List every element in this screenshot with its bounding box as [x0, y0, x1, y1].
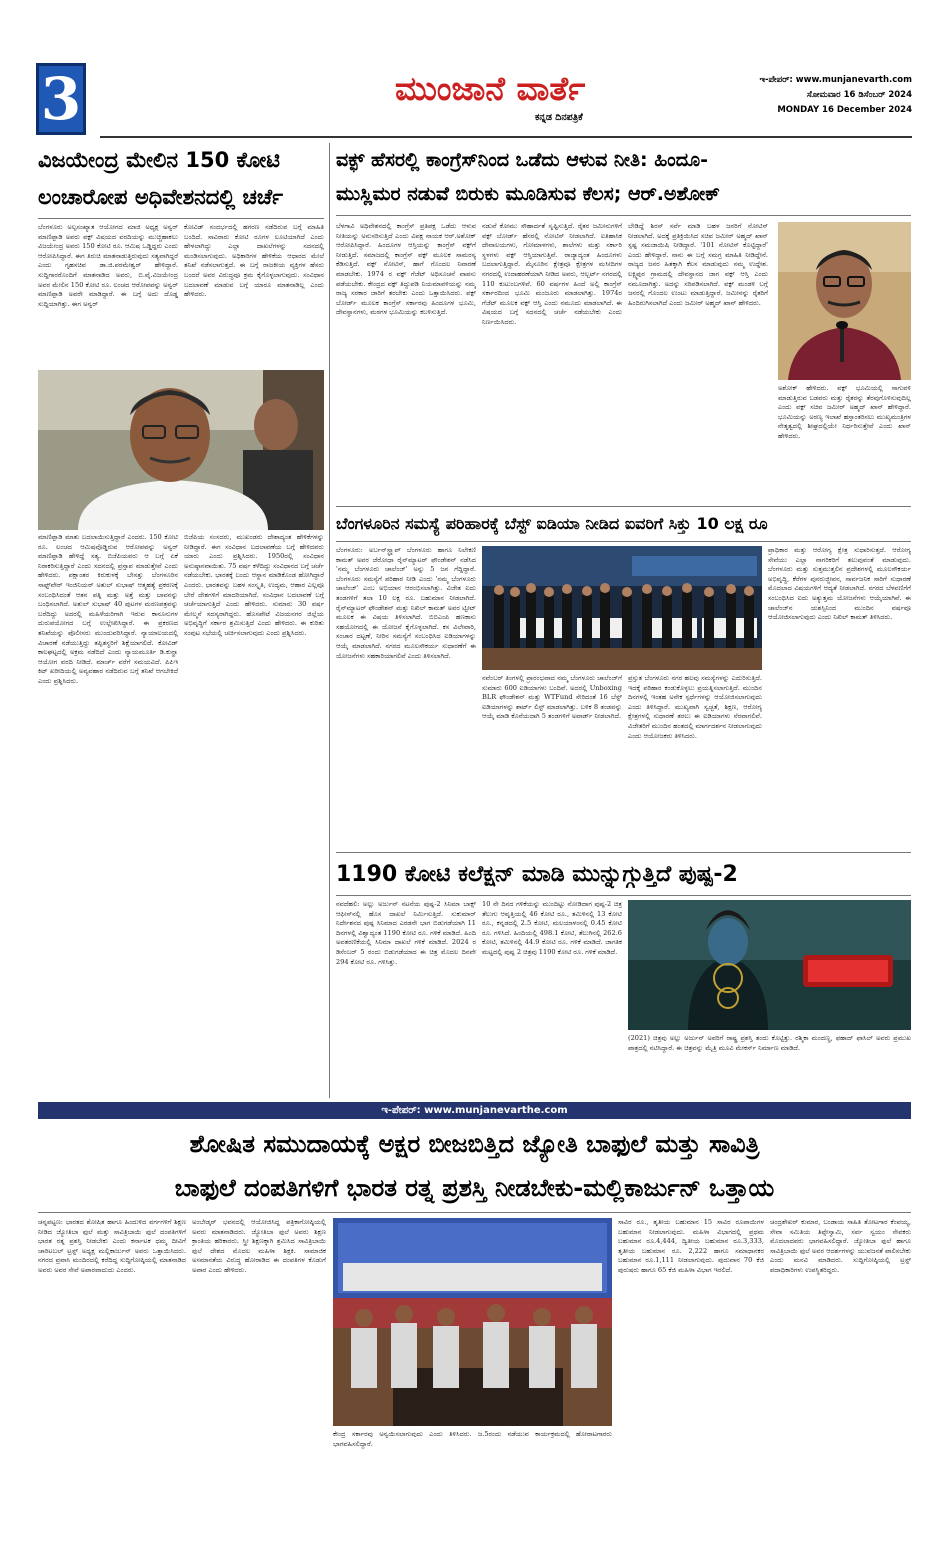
article-text: ಚಂದ್ರಶೇಖರ್ ಕುಮಾರ, ಬಂಡಾಯ ಸಾಹಿತಿ ತೋಟಗಾರ ಕೆಂಪಯ್ಯ, ಸೇವಾ ಸಮಿತಿಯ ತಿಪ್ಪೇಸ್ವಾಮಿ, ಸರ್ವ ಸ್ವಯಂ ಸೇವಕರು ಮೊದಲಾದವರು ಭಾಗವಹಿಸಲಿದ್ದಾರೆ. ಜ್ಯೋತಿಬಾ ಫುಲೆ ಹಾಗೂ ಸಾವಿತ್ರಿಬಾಯಿ ಫುಲೆ ಅವರ ಆದರ್ಶಗಳನ್ನು ಯುವಜನತೆ ಪಾಲಿಸಬೇಕು ಎಂದು ಮನವಿ ಮಾಡಿದರು. ಸುದ್ದಿಗೋಷ್ಠಿಯಲ್ಲಿ ಟ್ರಸ್ಟ್ ಪದಾಧಿಕಾರಿಗಳು ಉಪಸ್ಥಿತರಿದ್ದರು. — [770, 1218, 911, 1274]
date-english: MONDAY 16 December 2024 — [777, 105, 912, 115]
headline-bengaluru: ಬೆಂಗಳೂರಿನ ಸಮಸ್ಯೆ ಪರಿಹಾರಕ್ಕೆ ಬೆಸ್ಟ್ ಐಡಿಯಾ ನೀಡಿದ ಐವರಿಗೆ ಸಿಕ್ತು 10 ಲಕ್ಷ ರೂ — [336, 514, 768, 533]
article-text: ಅಂಬೇಡ್ಕರ್ ಭವನದಲ್ಲಿ ಆಯೋಜಿಸಿದ್ದ ಪತ್ರಿಕಾಗೋಷ್ಠಿಯಲ್ಲಿ ಅವರು ಮಾತನಾಡಿದರು. ಜ್ಯೋತಿಬಾ ಫುಲೆ ಅವರು ಶಿಕ್ಷಣ ಕ್ರಾಂತಿಯ ಹರಿಕಾರರು. ಸ್ತ್ರೀ ಶಿಕ್ಷಣಕ್ಕಾಗಿ ಶ್ರಮಿಸಿದ ಸಾವಿತ್ರಿಬಾಯಿ ಫುಲೆ ದೇಶದ ಮೊದಲ ಮಹಿಳಾ ಶಿಕ್ಷಕಿ. ಸಾಮಾಜಿಕ ಅಸಮಾನತೆಯ ವಿರುದ್ಧ ಹೋರಾಡಿದ ಈ ದಂಪತಿಗಳ ಕೊಡುಗೆ ಅಪಾರ ಎಂದು ಹೇಳಿದರು. — [192, 1218, 326, 1274]
page-number: 3 — [40, 65, 82, 133]
ashok-photo — [778, 222, 911, 380]
divider — [336, 215, 911, 216]
article-text: ಬೇಡಿದ್ದೆ ಶಿರಸ್ ಸರ್ವೆ ಮಾಡಿ ಬಹಳ ಜನರಿಗೆ ನೋಟಿಸ್ ನೀಡಲಾಗಿದೆ. ಅದಕ್ಕೆ ಪ್ರತಿಕ್ರಿಯಿಸಿದ ಸಚಿವ ಜಮೀರ್ ಅಹ್ಮದ್ ಖಾನ್ ಸ್ಪಷ್ಟ ಸಮಜಾಯಿಷಿ ನೀಡಿದ್ದಾರೆ. '101 ನೋಟಿಸ್ ಕೊಟ್ಟಿದ್ದಾರೆ' ಎಂದು ಹೇಳಿದ್ದಾರೆ. ನಾನು ಈ ಬಗ್ಗೆ ಸಮಗ್ರ ಮಾಹಿತಿ ನೀಡಿದ್ದೇನೆ. ರಾಜ್ಯದ ಜನರ ಹಿತಕ್ಕಾಗಿ ಕೆಲಸ ಮಾಡುವುದು ನಮ್ಮ ಉದ್ದೇಶ. ಲಕ್ಷ್ಮಿಪುರ ಗ್ರಾಮದಲ್ಲಿ ದೇವಸ್ಥಾನದ ಜಾಗ ವಕ್ಫ್ ಆಸ್ತಿ ಎಂದು ನಮೂದಾಗಿತ್ತು. ಅದನ್ನು ಸರಿಪಡಿಸಲಾಗಿದೆ. ವಕ್ಫ್ ಮಂಡಳಿ ಬಗ್ಗೆ ಜನರಲ್ಲಿ ಗೊಂದಲ ಉಂಟು ಮಾಡುತ್ತಿದ್ದಾರೆ. ಜಮೀನನ್ನು ರೈತರಿಗೆ ಹಿಂದಿರುಗಿಸಲಾಗಿದೆ ಎಂದು ಜಮೀರ್ ಅಹ್ಮದ್ ಖಾನ್ ಹೇಳಿದರು. — [628, 222, 768, 307]
headline-waqf-line2: ಮುಸ್ಲಿಮರ ನಡುವೆ ಬಿರುಕು ಮೂಡಿಸುವ ಕೆಲಸ; ಆರ್.ಅಶೋಕ್ — [336, 183, 720, 205]
article-text: ಪ್ರಸ್ತುತ ಬೆಂಗಳೂರು ನಗರ ಹಲವು ಸಮಸ್ಯೆಗಳನ್ನು ಎದುರಿಸುತ್ತಿದೆ. ಇದಕ್ಕೆ ಪರಿಹಾರ ಕಂಡುಕೊಳ್ಳಲು ಪ್ರಯತ್ನಿಸಲಾಗುತ್ತಿದೆ. ಮುಂದಿನ ದಿನಗಳಲ್ಲಿ ಇಂತಹ ಅನೇಕ ಸ್ಪರ್ಧೆಗಳನ್ನು ಆಯೋಜಿಸಲಾಗುವುದು ಎಂದು ತಿಳಿಸಿದ್ದಾರೆ. ಮುಖ್ಯವಾಗಿ ಸ್ವಚ್ಛತೆ, ಶಿಕ್ಷಣ, ಆರೋಗ್ಯ ಕ್ಷೇತ್ರಗಳಲ್ಲಿ ಸುಧಾರಣೆ ತರಲು ಈ ಐಡಿಯಾಗಳು ನೆರವಾಗಲಿವೆ. ವಿಜೇತರಿಗೆ ಮುಂದಿನ ಹಂತದಲ್ಲಿ ಮಾರ್ಗದರ್ಶನ ನೀಡಲಾಗುವುದು ಎಂದು ಆಯೋಜಕರು ತಿಳಿಸಿದರು. — [628, 674, 762, 740]
divider — [336, 852, 911, 853]
pushpa-caption: (2021) ಚಿತ್ರವು ಅಲ್ಲು ಅರ್ಜುನ್ ಅವರಿಗೆ ರಾಷ್ಟ್ರ ಪ್ರಶಸ್ತಿ ತಂದು ಕೊಟ್ಟಿತ್ತು. ರಶ್ಮಿಕಾ ಮಂದಣ್ಣ, ಫಹಾದ್ ಫಾಸಿಲ್ ಅವರು ಪ್ರಮುಖ ಪಾತ್ರದಲ್ಲಿ ನಟಿಸಿದ್ದಾರೆ. ಈ ಚಿತ್ರವನ್ನು ಮೈತ್ರಿ ಮೂವಿ ಮೇಕರ್ಸ್ ನಿರ್ಮಾಣ ಮಾಡಿದೆ. — [628, 1034, 911, 1052]
article-text: ಬೆಂಗಳೂರು ಅಲ್ಪಸಂಖ್ಯಾತ ಆಯೋಗದ ಮಾಜಿ ಅಧ್ಯಕ್ಷ ಅನ್ವರ್ ಮಾಣಿಪ್ಪಾಡಿ ಅವರು ವಕ್ಫ್ ವಿಷಯದ ವರದಿಯನ್ನು ಮುಚ್ಚಿಹಾಕಲು ವಿಜಯೇಂದ್ರ ಅವರು 150 ಕೋಟಿ ರೂ. ಆಮಿಷ ಒಡ್ಡಿದ್ದರು ಎಂದು ಆರೋಪಿಸಿದ್ದಾರೆ. ಈಗ ತಿರುಚಿ ಮಾತನಾಡುತ್ತಿರುವುದು ಸತ್ಯವಾಗಿದ್ದರೆ ಎಂದು ಗೃಹಸಚಿವ ಡಾ.ಜಿ.ಪರಮೇಶ್ವರ್ ಹೇಳಿದ್ದಾರೆ. ಸುದ್ದಿಗಾರರೊಂದಿಗೆ ಮಾತನಾಡಿದ ಅವರು, ಬಿ.ವೈ.ವಿಜಯೇಂದ್ರ ಅವರ ಮೇಲಿನ 150 ಕೋಟಿ ರೂ. ಲಂಚದ ಆರೋಪವನ್ನು ಅನ್ವರ್ ಮಾಣಿಪ್ಪಾಡಿ ಅವರೇ ಮಾಡಿದ್ದಾರೆ. ಈ ಬಗ್ಗೆ ಅದು ದೊಡ್ಡ ಸುದ್ದಿಯಾಗಿತ್ತು. ಈಗ ಅನ್ವರ್ — [38, 223, 178, 308]
date-kannada: ಸೋಮವಾರ 16 ಡಿಸೆಂಬರ್ 2024 — [806, 90, 912, 100]
article-text: 10 ನೇ ದಿನದ ಗಳಿಕೆಯನ್ನು ಮುಂದಿಟ್ಟು ನೋಡಿದಾಗ ಪುಷ್ಪ-2 ಚಿತ್ರ ತೆಲುಗು ಆವೃತ್ತಿಯಲ್ಲಿ 46 ಕೋಟಿ ರೂ., ತಮಿಳಿನಲ್ಲಿ 13 ಕೋಟಿ ರೂ., ಕನ್ನಡದಲ್ಲಿ 2.5 ಕೋಟಿ, ಮಲಯಾಳಂನಲ್ಲಿ 0.45 ಕೋಟಿ ರೂ. ಗಳಿಸಿದೆ. ಹಿಂದಿಯಲ್ಲಿ 498.1 ಕೋಟಿ, ತೆಲುಗಿನಲ್ಲಿ 262.6 ಕೋಟಿ, ತಮಿಳಿನಲ್ಲಿ 44.9 ಕೋಟಿ ರೂ. ಗಳಿಕೆ ಮಾಡಿದೆ. ಜಾಗತಿಕ ಮಟ್ಟದಲ್ಲಿ ಪುಷ್ಪ 2 ಚಿತ್ರವು 1190 ಕೋಟಿ ರೂ. ಗಳಿಕೆ ಮಾಡಿದೆ. — [482, 900, 622, 956]
header-divider — [100, 136, 912, 138]
page-number-box — [36, 63, 86, 135]
divider — [336, 506, 911, 507]
headline-pushpa: 1190 ಕೋಟಿ ಕಲೆಕ್ಷನ್ ಮಾಡಿ ಮುನ್ನುಗ್ಗುತ್ತಿದೆ ಪುಷ್ಪ-2 — [336, 862, 738, 887]
headline-left-line1: ವಿಜಯೇಂದ್ರ ಮೇಲಿನ 150 ಕೋಟಿ — [38, 148, 280, 172]
divider — [38, 1212, 911, 1213]
article-text: ನವದೆಹಲಿ: ಅಲ್ಲು ಅರ್ಜುನ್ ನಟನೆಯ ಪುಷ್ಪ-2 ಸಿನಿಮಾ ಬಾಕ್ಸ್ ಆಫೀಸ್‌ನಲ್ಲಿ ಹೊಸ ದಾಖಲೆ ನಿರ್ಮಿಸುತ್ತಿದೆ. ಸುಕುಮಾರ್ ನಿರ್ದೇಶನದ ಪುಷ್ಪ ಸಿನಿಮಾದ ಎರಡನೇ ಭಾಗ ಬಿಡುಗಡೆಯಾಗಿ 11 ದಿನಗಳಲ್ಲಿ ವಿಶ್ವಾದ್ಯಂತ 1190 ಕೋಟಿ ರೂ. ಗಳಿಕೆ ಮಾಡಿದೆ. ಹಿಂದಿ ಅವತರಣಿಕೆಯಲ್ಲಿ ಸಿನಿಮಾ ದಾಖಲೆ ಗಳಿಕೆ ಮಾಡಿದೆ. 2024 ರ ಡಿಸೆಂಬರ್ 5 ರಂದು ಬಿಡುಗಡೆಯಾದ ಈ ಚಿತ್ರ ಮೊದಲ ದಿನವೇ 294 ಕೋಟಿ ರೂ. ಗಳಿಸಿತ್ತು. — [336, 900, 476, 966]
headline-bottom-line1: ಶೋಷಿತ ಸಮುದಾಯಕ್ಕೆ ಅಕ್ಷರ ಬೀಜಬಿತ್ತಿದ ಜ್ಯೋತಿ ಬಾಫುಲೆ ಮತ್ತು ಸಾವಿತ್ರಿ — [189, 1130, 760, 1158]
column-divider — [329, 143, 330, 1098]
headline-waqf-line1: ವಕ್ಫ್ ಹೆಸರಲ್ಲಿ ಕಾಂಗ್ರೆಸ್‌ನಿಂದ ಒಡೆದು ಆಳುವ ನೀತಿ: ಹಿಂದೂ- — [336, 149, 708, 171]
divider — [336, 895, 911, 896]
pushpa-poster — [628, 900, 911, 1030]
article-text: ಅಶೋಕ್ ಹೇಳಿದರು. ವಕ್ಫ್ ಭೂಮಿಯಲ್ಲಿ ಸಾಗುವಳಿ ಮಾಡುತ್ತಿರುವ ಬಡವರು ಮತ್ತು ರೈತರನ್ನು ತೆರವುಗೊಳಿಸುವುದಿಲ್ಲ ಎಂದು ವಕ್ಫ್ ಸಚಿವ ಜಮೀರ್ ಅಹ್ಮದ್ ಖಾನ್ ಹೇಳಿದ್ದಾರೆ. ಭೂಮಿಯನ್ನು ಅರಣ್ಯ ಇಲಾಖೆ ಹಸ್ತಾಂತರಿಸಲು ಮುಖ್ಯಮಂತ್ರಿಗಳ ನೇತೃತ್ವದಲ್ಲಿ ಶೀಘ್ರದಲ್ಲಿಯೇ ನಿರ್ಧರಿಸುತ್ತೇವೆ ಎಂದು ಖಾನ್ ಹೇಳಿದರು. — [778, 384, 911, 440]
article-text: ಬೆಂಗಳೂರು: ಅರ್ಬನ್‌ಸ್ಟ್ರ್ಯಾಪ್ ಬೆಂಗಳೂರು ಹಾಗೂ ನಿಲೇಕಣಿ ಕಾಮತ್ ಅವರ ಜೆರೋಧಾ ರೈನ್‌ಮ್ಯಾಟರ್ ಫೌಂಡೇಶನ್ ನಡೆಸಿದ 'ನಮ್ಮ ಬೆಂಗಳೂರು ಚಾಲೆಂಜ್' ಅನ್ನು 5 ಜನ ಗೆದ್ದಿದ್ದಾರೆ. ಬೆಂಗಳೂರು ಸಮಸ್ಯೆಗೆ ಪರಿಹಾರ ನೀಡಿ ಎಂದು 'ನಮ್ಮ ಬೆಂಗಳೂರು ಚಾಲೆಂಜ್' ಎಂಬ ಅಭಿಯಾನ ಆರಂಭಿಸಲಾಗಿತ್ತು. ವಿಜೇತ ಐದು ತಂಡಗಳಿಗೆ ತಲಾ 10 ಲಕ್ಷ ರೂ. ಬಹುಮಾನ ನೀಡಲಾಗಿದೆ. ರೈನ್‌ಮ್ಯಾಟರ್ ಫೌಂಡೇಶನ್ ಮತ್ತು ನಿಖಿಲ್ ಕಾಮತ್ ಅವರ ಟ್ವೀಟ್ ಮೂಲಕ ಈ ವಿಷಯ ತಿಳಿಸಲಾಗಿದೆ. ಬಿಬಿಎಂಪಿ ಹಣಕಾಸು ಸಹಯೋಗದಲ್ಲಿ ಈ ಯೋಜನೆ ಕೈಗೊಳ್ಳಲಾಗಿದೆ. ಕಸ ವಿಲೇವಾರಿ, ಸಂಚಾರ ದಟ್ಟಣೆ, ನೀರಿನ ಸಮಸ್ಯೆಗೆ ಸಂಬಂಧಿಸಿದ ಐಡಿಯಾಗಳನ್ನು ಆಯ್ಕೆ ಮಾಡಲಾಗಿದೆ. ನಗರದ ಮೂಲಸೌಕರ್ಯ ಸುಧಾರಣೆಗೆ ಈ ಯೋಜನೆಗಳು ಸಹಕಾರಿಯಾಗಲಿವೆ ಎಂದು ತಿಳಿಸಲಾಗಿದೆ. — [336, 546, 476, 660]
article-text: ಸಾವಿರ ರೂ., ತೃತೀಯ ಬಹುಮಾನ 15 ಸಾವಿರ ರೂಪಾಯಿಗಳ ಬಹುಮಾನ ನೀಡಲಾಗುವುದು. ಮಹಿಳಾ ವಿಭಾಗದಲ್ಲಿ ಪ್ರಥಮ ಬಹುಮಾನ ರೂ.4,444, ದ್ವಿತೀಯ ಬಹುಮಾನ ರೂ.3,333, ತೃತೀಯ ಬಹುಮಾನ ರೂ. 2,222 ಹಾಗೂ ಸಮಾಧಾನಕರ ಬಹುಮಾನ ರೂ.1,111 ನೀಡಲಾಗುವುದು. ಪುದುವಾನ 70 ಕೆಜಿ ಪುರುಷರು ಹಾಗೂ 65 ಕೆಜಿ ಮಹಿಳಾ ವಿಭಾಗ ಇರಲಿದೆ. — [618, 1218, 764, 1274]
article-text: ಕೇಂದ್ರ ಸರ್ಕಾರವು ಅನ್ವಯಿಸಲಾಗುವುದು ಎಂದು ತಿಳಿಸಿದರು. ಜ.5ರಂದು ನಡೆಯುವ ಕಾರ್ಯಕ್ರಮದಲ್ಲಿ ಹೋರಾಟಗಾರರು ಭಾಗವಹಿಸಲಿದ್ದಾರೆ. — [333, 1430, 612, 1448]
article-text: ಬೆಳಗಾವಿ ಅಧಿವೇಶನದಲ್ಲಿ ಕಾಂಗ್ರೆಸ್ ಪ್ರತಿಪಕ್ಷ ಒಡೆದು ಆಳುವ ನೀತಿಯನ್ನು ಅನುಸರಿಸುತ್ತಿದೆ ಎಂದು ವಿಪಕ್ಷ ನಾಯಕ ಆರ್.ಅಶೋಕ್ ಆರೋಪಿಸಿದ್ದಾರೆ. ಹಿಂದೂಗಳ ಆಸ್ತಿಯನ್ನು ಕಾಂಗ್ರೆಸ್ ವಕ್ಫ್‌ಗೆ ನೀಡುತ್ತಿದೆ. ಸಮಾಜದಲ್ಲಿ ಕಾಂಗ್ರೆಸ್ ವಕ್ಫ್ ಮೂಲಕ ಸಾಮರಸ್ಯ ಕೆಡಿಸುತ್ತಿದೆ. ವಕ್ಫ್ ನೋಟಿಸ್, ಹಾಗೆ ಗೊಂದಲ ನಿವಾರಣೆ ಮಾಡಬೇಕು. 1974 ರ ವಕ್ಫ್ ಗೆಜೆಟ್ ಅಧಿಸೂಚನೆ ವಾಪಸು ಪಡೆಯಬೇಕು. ಕೇಂದ್ರದ ವಕ್ಫ್ ತಿದ್ದುಪಡಿ ನಿಯಮಾವಳಿಯನ್ನು ನಮ್ಮ ರಾಜ್ಯ ಸರಕಾರ ಜಾರಿಗೆ ತರಬೇಕು ಎಂದು ಒತ್ತಾಯಿಸಿದರು. ವಕ್ಫ್ ಬೋರ್ಡ್ ಮೂಲಕ ಕಾಂಗ್ರೆಸ್ ಸರ್ಕಾರವು ಹಿಂದೂಗಳ ಭೂಮಿ, ದೇವಸ್ಥಾನಗಳು, ಮಠಗಳ ಭೂಮಿಯನ್ನು ಕಬಳಿಸುತ್ತಿದೆ. — [336, 222, 476, 317]
press-meet-photo — [333, 1218, 612, 1426]
article-text: ನವೆಂಬರ್ ತಿಂಗಳಲ್ಲಿ ಪ್ರಾರಂಭವಾದ ನಮ್ಮ ಬೆಂಗಳೂರು ಚಾಲೆಂಜ್‌ಗೆ ಸುಮಾರು 600 ಐಡಿಯಾಗಳು ಬಂದಿವೆ. ಅದರಲ್ಲಿ Unboxing BLR ಫೌಂಡೇಶನ್ ಮತ್ತು WTFund ಸೇರಿದಂತೆ 16 ಬೆಸ್ಟ್ ಐಡಿಯಾಗಳನ್ನು ಶಾರ್ಟ್ ಲಿಸ್ಟ್ ಮಾಡಲಾಗಿತ್ತು. ಬಳಿಕ 8 ತಂಡವನ್ನು ಆಯ್ಕೆ ಮಾಡಿ ಕೊನೆಯದಾಗಿ 5 ತಂಡಗಳಿಗೆ ಅವಾರ್ಡ್ ನೀಡಲಾಗಿದೆ. — [482, 674, 622, 721]
article-text: ಪ್ರಾಧಿಕಾರ ಮತ್ತು ಆರೋಗ್ಯ ಕ್ಷೇತ್ರ ಸುಧಾರಿಸುತ್ತದೆ. ಆರೋಗ್ಯ ಸೇವೆಯು ಎಲ್ಲಾ ನಾಗರಿಕರಿಗೆ ತಲುಪುವಂತೆ ಮಾಡುವುದು. ಬೆಂಗಳೂರು ಮತ್ತು ಸುತ್ತಮುತ್ತಲಿನ ಪ್ರದೇಶಗಳಲ್ಲಿ ಮೂಲಸೌಕರ್ಯ ಅಭಿವೃದ್ಧಿ, ಕೆರೆಗಳ ಪುನರುಜ್ಜೀವನ, ಸಾರ್ವಜನಿಕ ಸಾರಿಗೆ ಸುಧಾರಣೆ ಮೊದಲಾದ ವಿಷಯಗಳಿಗೆ ಆದ್ಯತೆ ನೀಡಲಾಗಿದೆ. ನಗರದ ಬೆಳವಣಿಗೆಗೆ ಸಂಬಂಧಿಸಿದ ಐದು ಅತ್ಯುತ್ತಮ ಯೋಜನೆಗಳು ಆಯ್ಕೆಯಾಗಿವೆ. ಈ ಚಾಲೆಂಜ್‌ನ ಯಶಸ್ಸಿನಿಂದ ಮುಂದಿನ ವರ್ಷವೂ ಆಯೋಜಿಸಲಾಗುವುದು ಎಂದು ನಿಖಿಲ್ ಕಾಮತ್ ತಿಳಿಸಿದರು. — [768, 546, 911, 622]
article-text: ನಡುವೆ ಕೋಮು ಸೌಹಾರ್ದತೆ ಸೃಷ್ಟಿಸುತ್ತಿದೆ. ರೈತರ ಜಮೀನುಗಳಿಗೆ ವಕ್ಫ್ ಬೋರ್ಡ್ ಹೆಸರಲ್ಲಿ ನೋಟಿಸ್ ನೀಡಲಾಗಿದೆ. ಐತಿಹಾಸಿಕ ದೇವಾಲಯಗಳು, ಗೋಮಾಳಗಳು, ಶಾಲೆಗಳು ಮತ್ತು ಸರ್ಕಾರಿ ಸ್ಥಳಗಳು ವಕ್ಫ್ ಆಸ್ತಿಯಾಗುತ್ತಿವೆ. ರಾಜ್ಯಾದ್ಯಂತ ಹಿಂದೂಗಳು ಬದಲಾಗುತ್ತಿದ್ದಾರೆ. ಮೈಸೂರಿನ ಕ್ಷೇತ್ರವೂ ಕ್ಷೇತ್ರಗಳ ಮಸೀದಿಗಳ ನಗರದಲ್ಲಿ ಉದಾಹರಣೆಯಾಗಿ ನೀಡಿದ ಅವರು, ಆಲ್ಬರ್ಟ್ ನಗರದಲ್ಲಿ 110 ಕುಟುಂಬಗಳಿವೆ. 60 ವರ್ಷಗಳ ಹಿಂದೆ ಅಲ್ಲಿ ಕಾಂಗ್ರೆಸ್ ಸರ್ಕಾರದಿಂದ ಭೂಮಿ ಮಂಜೂರು ಮಾಡಲಾಗಿತ್ತು. 1974ರ ಗೆಜೆಟ್ ಮೂಲಕ ವಕ್ಫ್ ಆಸ್ತಿ ಎಂದು ನಮೂದು ಮಾಡಲಾಗಿದೆ. ಈ ವಿಷಯದ ಬಗ್ಗೆ ಸದನದಲ್ಲಿ ಚರ್ಚೆ ನಡೆಯಬೇಕು ಎಂದು ನಿರ್ಣಯಿಸಿದರು. — [482, 222, 622, 326]
divider — [336, 541, 911, 542]
headline-bottom-line2: ಬಾಫುಲೆ ದಂಪತಿಗಳಿಗೆ ಭಾರತ ರತ್ನ ಪ್ರಶಸ್ತಿ ನೀಡಬೇಕು-ಮಲ್ಲಿಕಾರ್ಜುನ್ ಒತ್ತಾಯ — [174, 1174, 775, 1202]
article-text: ಬಿಜೆಪಿಯ ಸಂಸದರು, ಮುಖಂಡರು ದೇಶಾದ್ಯಂತ ಹೇಳಿಕೆಗಳನ್ನು ನೀಡಿದ್ದಾರೆ. ಈಗ ಸಂವಿಧಾನ ಬದಲಾವಣೆಯ ಬಗ್ಗೆ ಹೇಳಿದವರು ಯಾರು ಎಂದು ಪ್ರಶ್ನಿಸಿದರು. 1950ರಲ್ಲಿ ಸಂವಿಧಾನ ಅನುಷ್ಠಾನವಾಯಿತು. 75 ವರ್ಷ ಕಳೆದಿದ್ದು ಸಂವಿಧಾನದ ಬಗ್ಗೆ ಚರ್ಚೆ ನಡೆಯಬೇಕು. ಭಾರತಕ್ಕೆ ಬಂದು ಆಸ್ಥಾನ ಮಾಡಿಕೊಂಡ ಹೋಗಿದ್ದಾರೆ ಎಂದರು. ಭಾರತವನ್ನು ಬಹಳ ಸಂಸ್ಕೃತಿ, ಉದ್ಯಮ, ಆಹಾರ ಎಲ್ಲವೂ ಬೇರೆ ದೇಶಗಳಿಗೆ ಮಾದರಿಯಾಗಿದೆ. ಸಂವಿಧಾನ ಬದಲಾವಣೆ ಬಗ್ಗೆ ಚರ್ಚೆಯಾಗುತ್ತಿದೆ ಎಂದು ಹೇಳಿದರು. ಸುಮಾರು 30 ವರ್ಷ ಮೇಲ್ಮನೆ ಸದಸ್ಯರಾಗಿದ್ದರು. ಹೊಸಪೇಟೆ ವಿಜಯನಗರ ಜಿಲ್ಲೆಯ ಅಭಿವೃದ್ಧಿಗೆ ಸರ್ಕಾರ ಶ್ರಮಿಸುತ್ತಿದೆ ಎಂದು ಹೇಳಿದರು. ಈ ಕುರಿತು ಸಂಪುಟ ಸಭೆಯಲ್ಲಿ ಚರ್ಚಿಸಲಾಗುವುದು ಎಂದು ಪ್ರಶ್ನಿಸಿದರು. — [184, 533, 324, 637]
award-ceremony-photo — [482, 546, 762, 670]
epaper-url: ಇ-ಪೇಪರ್: www.munjanevarth.com — [759, 75, 912, 85]
masthead-title: ಮುಂಜಾನೆ ವಾರ್ತೆ — [395, 69, 586, 108]
politician-photo — [38, 370, 324, 530]
divider — [38, 218, 324, 219]
epaper-banner — [38, 1102, 911, 1119]
article-text: ಮಾಣಿಪ್ಪಾಡಿ ಮಾತು ಬದಲಾಯಿಸುತ್ತಿದ್ದಾರೆ ಎಂದರು. 150 ಕೋಟಿ ರೂ. ಲಂಚದ ಆಮಿಷವೊಡ್ಡಿರುವ ಆರೋಪವನ್ನು ಅನ್ವರ್ ಮಾಣಿಪ್ಪಾಡಿ ಹೇಳಿದ್ದೆ ಸತ್ಯ. ಬಿಜೆಪಿಯವರು ಆ ಬಗ್ಗೆ ಏಕೆ ನಿರಾಕರಿಸುತ್ತಿದ್ದಾರೆ ಎಂದು ಸದನದಲ್ಲಿ ಪ್ರಸ್ತಾಪ ಮಾಡುತ್ತೇವೆ ಎಂದು ಹೇಳಿದರು. ಪಕ್ಷಾಂತರ ಕಿರುಕುಳಕ್ಕೆ ಬೇಸತ್ತು ಬೆಂಗಳೂರಿನ ಸಾಫ್ಟ್‌ವೇರ್ ಇಂಜಿನಿಯರ್ ಅತುಲ್ ಸುಭಾಷ್ ಆತ್ಮಹತ್ಯೆ ಪ್ರಕರಣಕ್ಕೆ ಸಂಬಂಧಿಸಿದಂತೆ ಆತನ ಪತ್ನಿ ಮತ್ತು ಅತ್ತೆ ಮತ್ತು ಬಾವನನ್ನು ಬಂಧಿಸಲಾಗಿದೆ. ಅತುಲ್ ಸುಭಾಷ್ 40 ಪುಟಗಳ ಮರಣಪತ್ರವನ್ನು ಬರೆದಿದ್ದು ಅದರಲ್ಲಿ ಮಹಿಳೆಯರಿಗಾಗಿ ಇರುವ ಕಾನೂನುಗಳ ದುರುಪಯೋಗದ ಬಗ್ಗೆ ಉಲ್ಲೇಖಿಸಿದ್ದಾರೆ. ಈ ಪ್ರಕರಣದ ತನಿಖೆಯನ್ನು ಪೊಲೀಸರು ಮುಂದುವರಿಸಿದ್ದಾರೆ. ನ್ಯಾಯಾಲಯದಲ್ಲಿ ವಿಚಾರಣೆ ನಡೆಯುತ್ತಿದ್ದು ತಪ್ಪಿತಸ್ಥರಿಗೆ ಶಿಕ್ಷೆಯಾಗಲಿದೆ. ಕೋವಿಡ್ ಕಾಲಘಟ್ಟದಲ್ಲಿ ಅಕ್ರಮ ನಡೆದಿದೆ ಎಂದು ನ್ಯಾಯಮೂರ್ತಿ ಡಿ.ಕುನ್ಹಾ ಆಯೋಗ ವರದಿ ನೀಡಿದೆ. ಮಾರ್ಚ್ ವರೆಗೆ ಸಮಯವಿದೆ. ಪಿಪಿಇ ಕಿಟ್ ಖರೀದಿಯಲ್ಲಿ ಅವ್ಯವಹಾರ ನಡೆದಿರುವ ಬಗ್ಗೆ ತನಿಖೆ ಆಗಬೇಕಿದೆ ಎಂದು ಪ್ರಶ್ನಿಸಿದರು. — [38, 533, 178, 685]
epaper-banner-text: ಇ-ಪೇಪರ್: www.munjanevarthe.com — [381, 1105, 568, 1116]
masthead-subtitle: ಕನ್ನಡ ದಿನಪತ್ರಿಕೆ — [535, 112, 583, 123]
article-text: ಕೋವಿಡ್ ಸಂದರ್ಭದಲ್ಲಿ ಹಗರಣ ನಡೆದಿರುವ ಬಗ್ಗೆ ಮಾಹಿತಿ ಬಂದಿದೆ. ಸಾವಿರಾರು ಕೋಟಿ ರೂಗಳ ಲೂಟಿಯಾಗಿದೆ ಎಂದು ಹೇಳಲಾಗಿದ್ದು ಎಲ್ಲಾ ದಾಖಲೆಗಳನ್ನು ಸದನದಲ್ಲಿ ಮಂಡಿಸಲಾಗುವುದು. ಅಧಿಕಾರಿಗಳ ಹೇಳಿಕೆಯ ಆಧಾರದ ಮೇಲೆ ತನಿಖೆ ನಡೆಸಲಾಗುತ್ತದೆ. ಈ ಬಗ್ಗೆ ರಾಜಕೀಯ ವ್ಯಕ್ತಿಗಳ ಹೆಸರು ಬಂದರೆ ಅವರ ವಿರುದ್ಧವೂ ಕ್ರಮ ಕೈಗೊಳ್ಳಲಾಗುವುದು. ಸಂವಿಧಾನ ಬದಲಾವಣೆ ಮಾಡುವ ಬಗ್ಗೆ ಯಾರೂ ಮಾತನಾಡಿಲ್ಲ ಎಂದು ಹೇಳಿದರು. — [184, 223, 324, 299]
headline-left-line2: ಲಂಚಾರೋಪ ಅಧಿವೇಶನದಲ್ಲಿ ಚರ್ಚೆ — [38, 185, 283, 209]
article-text: ಚನ್ನಪಟ್ಟಣ: ಭಾರತದ ಶೋಷಿತ ಹಾಗೂ ಹಿಂದುಳಿದ ವರ್ಗಗಳಿಗೆ ಶಿಕ್ಷಣ ನೀಡಿದ ಜ್ಯೋತಿಬಾ ಫುಲೆ ಮತ್ತು ಸಾವಿತ್ರಿಬಾಯಿ ಫುಲೆ ದಂಪತಿಗಳಿಗೆ ಭಾರತ ರತ್ನ ಪ್ರಶಸ್ತಿ ನೀಡಬೇಕು ಎಂದು ಕರ್ನಾಟಕ ಧಮ್ಮ ದೀವಿಗೆ ಚಾರಿಟಬಲ್ ಟ್ರಸ್ಟ್ ಅಧ್ಯಕ್ಷ ಮಲ್ಲಿಕಾರ್ಜುನ್ ಅವರು ಒತ್ತಾಯಿಸಿದರು. ನಗರದ ಪ್ರವಾಸಿ ಮಂದಿರದಲ್ಲಿ ಕರೆದಿದ್ದ ಸುದ್ದಿಗೋಷ್ಠಿಯಲ್ಲಿ ಮಾತನಾಡಿದ ಅವರು ಅವರ ಸೇವೆ ಅಪಾರವಾದುದು ಎಂದರು. — [38, 1218, 186, 1274]
